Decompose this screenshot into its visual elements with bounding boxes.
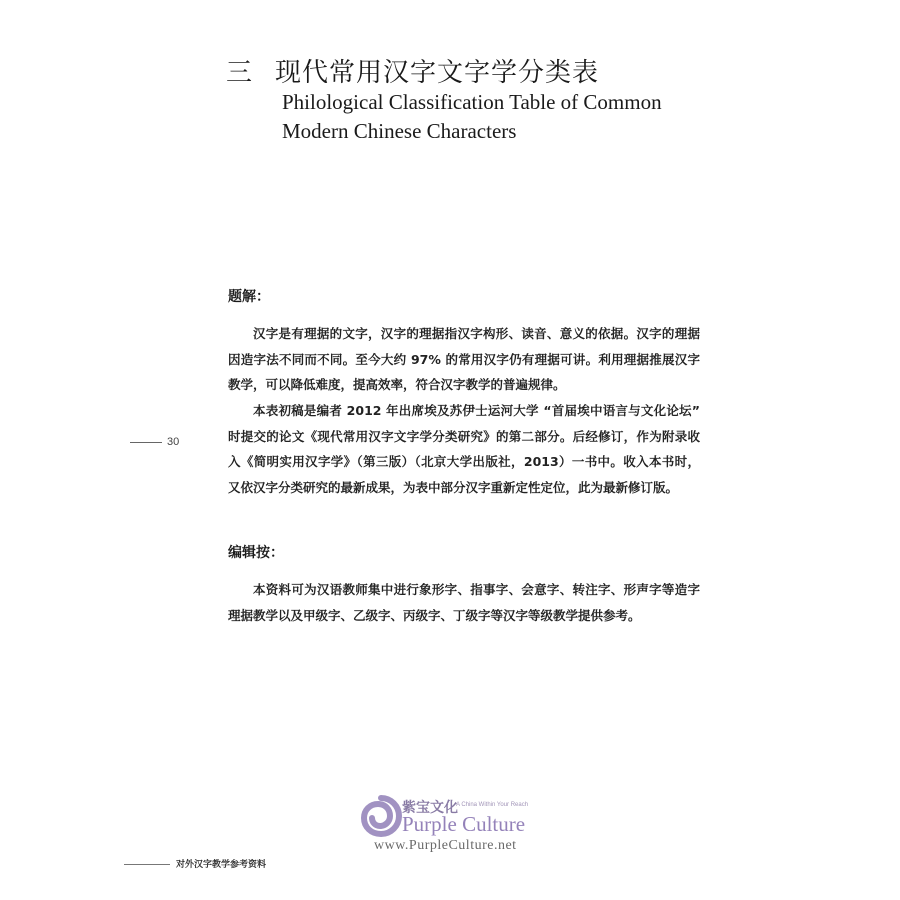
explanation-paragraph-1: 汉字是有理据的文字，汉字的理据指汉字构形、读音、意义的依据。汉字的理据因造字法不同而不同。至今大约 97% 的常用汉字仍有理据可讲。利用理据推展汉字教学，可以降低难度，提高效率，符合汉字教学的普遍规律。 [228, 326, 700, 392]
footer-book-title: 对外汉字教学参考资料 [176, 860, 267, 870]
chapter-title-text: 现代常用汉字文字学分类表 [275, 58, 600, 88]
chapter-number: 三 [226, 58, 254, 88]
page-number-text: 30 [167, 436, 180, 448]
explanation-paragraph-2: 本表初稿是编者 2012 年出席埃及苏伊士运河大学 “首届埃中语言与文化论坛” 时提交的论文《现代常用汉字文字学分类研究》的第二部分。后经修订，作为附录收入《简明实用汉字学》（第三版）（北京大学出版社，2013）一书中。收入本书时，又依汉字分类研究的最新成果，为表中部分汉字重新定性定位，此为最新修订版。 [228, 403, 700, 495]
watermark-english-name: Purple Culture [402, 812, 526, 836]
footer-rule [124, 864, 170, 865]
page-number-rule [130, 442, 162, 443]
watermark-tagline: A China Within Your Reach [456, 802, 529, 808]
page-number [130, 436, 179, 448]
footer [124, 857, 266, 870]
purple-culture-logo-icon [360, 795, 402, 837]
editor-note-paragraph: 本资料可为汉语教师集中进行象形字、指事字、会意字、转注字、形声字等造字理据教学以及甲级字、乙级字、丙级字、丁级字等汉字等级教学提供参考。 [228, 582, 700, 623]
editor-note-heading: 编辑按： [228, 545, 284, 561]
watermark [360, 795, 590, 855]
english-title [282, 88, 762, 146]
english-title-line-1: Philological Classification Table of Common [282, 90, 662, 114]
explanation-heading: 题解： [228, 289, 270, 305]
watermark-url: www.PurpleCulture.net [374, 838, 517, 853]
english-title-line-2: Modern Chinese Characters [282, 119, 517, 143]
chapter-title [226, 52, 599, 89]
watermark-chinese-name: 紫宝文化 [402, 800, 458, 816]
